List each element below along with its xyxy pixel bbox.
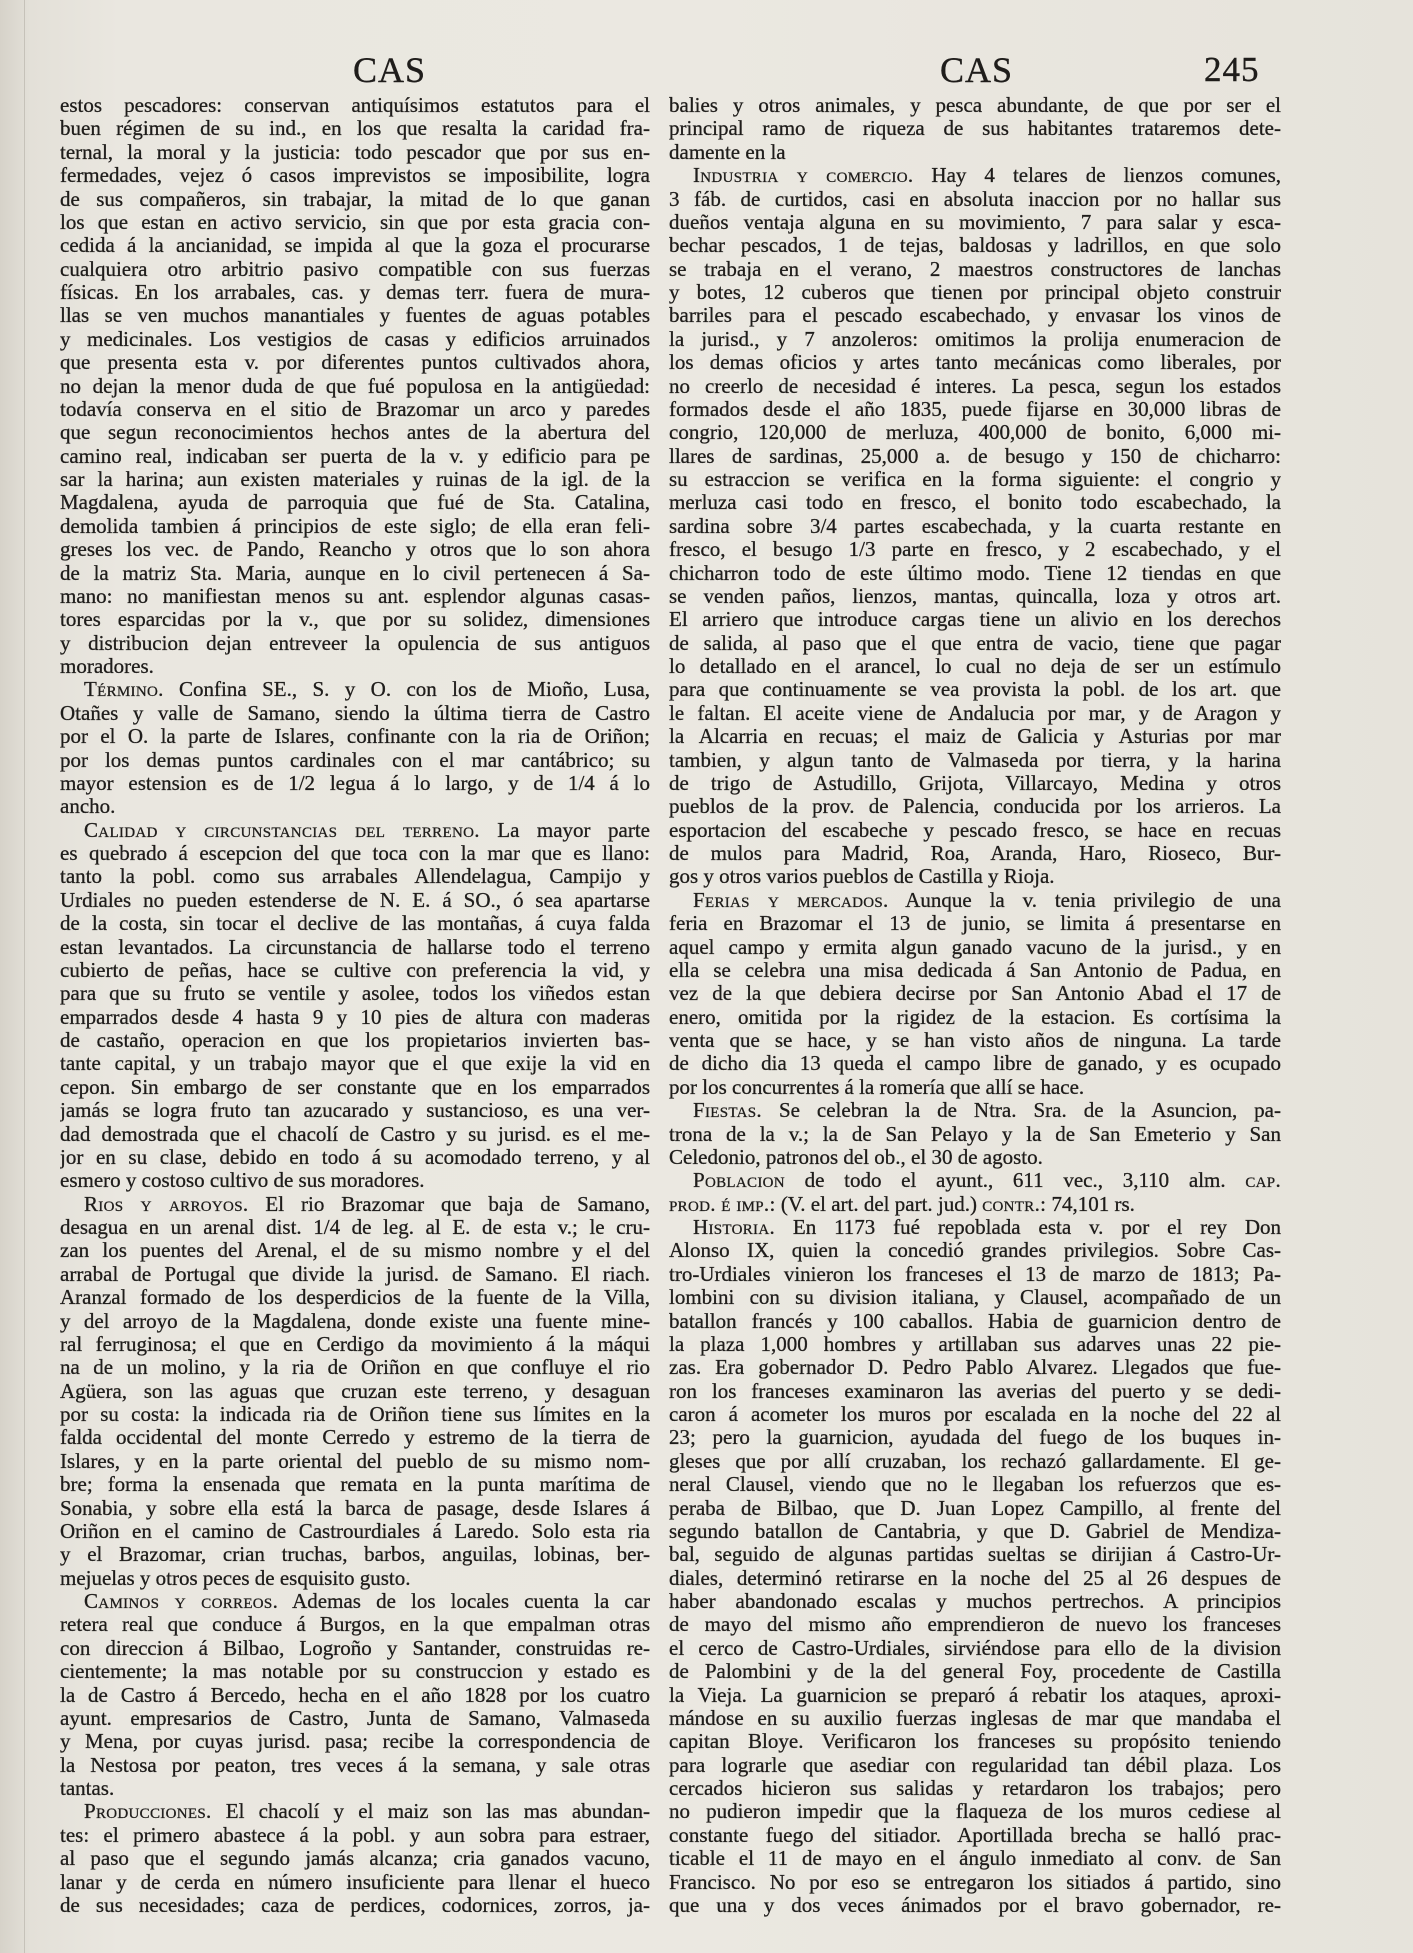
text-line: la plaza 1,000 hombres y artillaban sus adarves unas 22 pie- bbox=[669, 1332, 1281, 1356]
section-heading: Poblacion bbox=[693, 1169, 785, 1193]
text-line: retera real que conduce á Burgos, en la que empalman otras bbox=[60, 1613, 650, 1637]
paragraph bbox=[669, 1216, 1281, 1917]
paragraph bbox=[669, 94, 1281, 164]
text-line bbox=[669, 1169, 1281, 1192]
line-text: La mayor parte bbox=[479, 818, 650, 842]
text-line: tores esparcidas por la v., que por su solidez, dimensiones bbox=[60, 608, 650, 632]
text-line: arrabal de Portugal que divide la jurisd. de Samano. El riach. bbox=[60, 1262, 650, 1286]
text-line: feria en Brazomar el 13 de junio, se limita á presentarse en bbox=[669, 912, 1281, 936]
text-line: no creerlo de necesidad é interes. La pesca, segun los estados bbox=[669, 374, 1281, 398]
text-line: merluza casi todo en fresco, el bonito todo escabechado, la bbox=[669, 491, 1281, 515]
page-number: 245 bbox=[1204, 50, 1260, 89]
paragraph bbox=[669, 1099, 1281, 1169]
text-line: zan los puentes del Arenal, el de su mismo nombre y el del bbox=[60, 1239, 650, 1263]
text-line: de mayo del mismo año emprendieron de nuevo los franceses bbox=[669, 1613, 1281, 1637]
text-line: falda occidental del monte Cerredo y estremo de la tierra de bbox=[60, 1426, 650, 1450]
line-text: de todo el ayunt., 611 vec., 3,110 alm. bbox=[784, 1169, 1246, 1193]
text-line: y Mena, por cuyas jurisd. pasa; recibe la correspondencia de bbox=[60, 1730, 650, 1754]
text-line: peraba de Bilbao, que D. Juan Lopez Campillo, al frente del bbox=[669, 1496, 1281, 1520]
text-line: capitan Bloye. Verificaron los franceses su propósito teniendo bbox=[669, 1730, 1281, 1754]
text-line: la Alcarria en recuas; el maiz de Galicia y Asturias por mar bbox=[669, 725, 1281, 749]
text-line: chicharron todo de este último modo. Tiene 12 tiendas en que bbox=[669, 561, 1281, 585]
paragraph bbox=[60, 819, 650, 1193]
text-line: batallon francés y 100 caballos. Habia de guarnicion dentro de bbox=[669, 1309, 1281, 1333]
text-line: el cerco de Castro-Urdiales, sirviéndose para ello de la division bbox=[669, 1636, 1281, 1660]
text-line: El arriero que introduce cargas tiene un alivio en los derechos bbox=[669, 608, 1281, 632]
paragraph bbox=[669, 164, 1281, 889]
text-line: le faltan. El aceite viene de Andalucia por mar, y de Aragon y bbox=[669, 701, 1281, 725]
text-line: físicas. En los arrabales, cas. y demas terr. fuera de mura- bbox=[60, 281, 650, 304]
paragraph bbox=[669, 889, 1281, 1099]
text-line: los demas oficios y artes tanto mecánicas como liberales, por bbox=[669, 351, 1281, 375]
text-line bbox=[60, 819, 650, 842]
text-line: de mulos para Madrid, Roa, Aranda, Haro, Rioseco, Bur- bbox=[669, 842, 1281, 865]
text-line: demolida tambien á principios de este siglo; de ella eran feli- bbox=[60, 514, 650, 538]
text-line bbox=[669, 889, 1281, 912]
text-line: barriles para el pescado escabechado, y envasar los vinos de bbox=[669, 304, 1281, 328]
text-line: su estraccion se verifica en la forma siguiente: el congrio y bbox=[669, 468, 1281, 491]
text-line: Agüera, son las aguas que cruzan este terreno, y desaguan bbox=[60, 1379, 650, 1403]
section-heading: cap. bbox=[1245, 1169, 1281, 1193]
paragraph bbox=[669, 1169, 1281, 1216]
text-line: principal ramo de riqueza de sus habitantes trataremos dete- bbox=[669, 117, 1281, 141]
text-line: no pudieron impedir que la flaqueza de los muros cediese al bbox=[669, 1800, 1281, 1824]
paragraph bbox=[60, 1590, 650, 1800]
text-line: cientemente; la mas notable por su construccion y estado es bbox=[60, 1660, 650, 1684]
text-line bbox=[60, 678, 650, 701]
line-text: (V. el art. del part. jud.) bbox=[775, 1192, 983, 1216]
section-heading: Historia. bbox=[693, 1216, 776, 1239]
text-line: con direccion á Bilbao, Logroño y Santander, construidas re- bbox=[60, 1636, 650, 1660]
text-line: por los concurrentes á la romería que allí se hace. bbox=[669, 1075, 1085, 1099]
right-column bbox=[669, 94, 1281, 1917]
text-line: fermedades, vejez ó casos imprevistos se imposibilite, logra bbox=[60, 164, 650, 188]
text-line: de castaño, operacion en que los propietarios invierten bas- bbox=[60, 1029, 650, 1052]
text-line: para lograrle que asediar con regularidad tan débil plaza. Los bbox=[669, 1753, 1281, 1777]
text-line: dueños ventaja alguna en su movimiento, 7 para salar y esca- bbox=[669, 210, 1281, 234]
text-line: enero, omitida por la rigidez de la estacion. Es cortísima la bbox=[669, 1005, 1281, 1029]
text-line: emparrados desde 4 hasta 9 y 10 pies de altura con maderas bbox=[60, 1005, 650, 1029]
text-line: estan levantados. La circunstancia de hallarse todo el terreno bbox=[60, 935, 650, 959]
text-line: Aranzal formado de los desperdicios de la fuente de la Villa, bbox=[60, 1286, 650, 1310]
text-line: de dicho dia 13 queda el campo libre de ganado, y es ocupado bbox=[669, 1052, 1281, 1076]
text-line: tante capital, y un trabajo mayor que el que exije la vid en bbox=[60, 1052, 650, 1076]
text-line: de la costa, sin tocar el declive de las montañas, á cuya falda bbox=[60, 912, 650, 936]
line-text: Aunque la v. tenia privilegio de una bbox=[888, 888, 1281, 912]
line-text: En 1173 fué repoblada esta v. por el rey Don bbox=[775, 1216, 1281, 1239]
text-line: ternal, la moral y la justicia: todo pescador que por sus en- bbox=[60, 140, 650, 164]
text-line: lanar y de cerda en número insuficiente para llenar el hueco bbox=[60, 1870, 650, 1894]
text-line: constante fuego del sitiador. Aportillada brecha se halló prac- bbox=[669, 1823, 1281, 1847]
text-line: cualquiera otro arbitrio pasivo compatible con sus fuerzas bbox=[60, 257, 650, 281]
section-heading: Término. bbox=[84, 678, 164, 702]
line-text: El chacolí y el maiz son las mas abundan- bbox=[211, 1800, 650, 1824]
text-line: cercados hicieron sus salidas y retardaron los trabajos; pero bbox=[669, 1777, 1281, 1800]
text-line: greses los vec. de Pando, Reancho y otros que lo son ahora bbox=[60, 538, 650, 562]
line-text: El rio Brazomar que baja de Samano, bbox=[248, 1192, 650, 1216]
text-line: camino real, indicaban ser puerta de la v. y edificio para pe bbox=[60, 444, 650, 468]
text-line: bechar pescados, 1 de tejas, baldosas y ladrillos, en que solo bbox=[669, 234, 1281, 258]
line-text: Hay 4 telares de lienzos comunes, bbox=[913, 164, 1281, 188]
text-line: ella se celebra una misa dedicada á San Antonio de Padua, en bbox=[669, 958, 1281, 982]
text-line: llares de sardinas, 25,000 a. de besugo y 150 de chicharro: bbox=[669, 444, 1281, 468]
text-line: mándose en su auxilio fuerzas inglesas de mar que mandaba el bbox=[669, 1706, 1281, 1730]
text-line: y del arroyo de la Magdalena, donde existe una fuente mine- bbox=[60, 1309, 650, 1333]
text-line: cepon. Sin embargo de ser constante que en los emparrados bbox=[60, 1075, 650, 1099]
running-head-right: CAS bbox=[940, 50, 1014, 90]
text-line bbox=[669, 1099, 1281, 1122]
text-line: Francisco. No por eso se entregaron los sitiados á partido, sino bbox=[669, 1870, 1281, 1894]
paragraph bbox=[60, 1800, 650, 1917]
text-line: esportacion del escabeche y pescado fresco, se hace en recuas bbox=[669, 818, 1281, 842]
text-line: Oriñon en el camino de Castrourdiales á Laredo. Solo esta ria bbox=[60, 1519, 650, 1543]
text-line: haber abandonado escalas y muchos pertrechos. A principios bbox=[669, 1590, 1281, 1613]
text-line: la jurisd., y 7 anzoleros: omitimos la prolija enumeracion de bbox=[669, 327, 1281, 351]
line-text: 74,101 rs. bbox=[1046, 1192, 1135, 1216]
paragraph bbox=[60, 94, 650, 678]
text-line bbox=[60, 1590, 650, 1613]
section-heading: contr.: bbox=[982, 1192, 1047, 1216]
paragraph bbox=[60, 1193, 650, 1590]
text-line: no dejan la menor duda de que fué populosa en la antigüedad: bbox=[60, 374, 650, 398]
text-line: balies y otros animales, y pesca abundante, de que por ser el bbox=[669, 94, 1281, 117]
text-line: neral Clausel, viendo que no le llegaban los refuerzos que es- bbox=[669, 1473, 1281, 1497]
section-heading: Rios y arroyos. bbox=[84, 1192, 249, 1216]
text-line: Magdalena, ayuda de parroquia que fué de Sta. Catalina, bbox=[60, 491, 650, 515]
text-line: venta que se hace, y se han visto años de ninguna. La tarde bbox=[669, 1029, 1281, 1052]
text-line: y distribucion dejan entreveer la opulencia de sus antiguos bbox=[60, 631, 650, 655]
text-line: formados desde el año 1835, puede fijarse en 30,000 libras de bbox=[669, 397, 1281, 421]
text-line: Islares, y en la parte oriental del pueblo de su mismo nom- bbox=[60, 1449, 650, 1473]
text-line: de trigo de Astudillo, Grijota, Villarcayo, Medina y otros bbox=[669, 771, 1281, 795]
text-line bbox=[60, 1800, 650, 1823]
text-line: fresco, el besugo 1/3 parte en fresco, y 2 escabechado, y el bbox=[669, 538, 1281, 562]
text-line: segundo batallon de Cantabria, y que D. Gabriel de Mendiza- bbox=[669, 1519, 1281, 1543]
paragraph bbox=[60, 678, 650, 818]
text-line: 23; pero la guarnicion, ayudada del fuego de los buques in- bbox=[669, 1426, 1281, 1450]
text-line: aquel campo y ermita algun ganado vacuno de la jurisd., y en bbox=[669, 935, 1281, 959]
text-line: y medicinales. Los vestigios de casas y edificios arruinados bbox=[60, 327, 650, 351]
text-line: mejuelas y otros peces de esquisito gusto. bbox=[60, 1566, 411, 1590]
section-heading: Ferias y mercados. bbox=[693, 888, 889, 912]
text-line: estos pescadores: conservan antiquísimos estatutos para el bbox=[60, 94, 650, 117]
text-line: desagua en un arenal dist. 1/4 de leg. al E. de esta v.; le cru- bbox=[60, 1216, 650, 1239]
text-line: tes: el primero abastece á la pobl. y aun sobra para estraer, bbox=[60, 1823, 650, 1847]
text-line: sar la harina; aun existen materiales y ruinas de la igl. de la bbox=[60, 468, 650, 491]
text-line: por su costa: la indicada ria de Oriñon tiene sus límites en la bbox=[60, 1403, 650, 1426]
text-line: pueblos de la prov. de Palencia, conducida por los arrieros. La bbox=[669, 795, 1281, 819]
text-line: ticable el 11 de mayo en el ángulo inmediato al conv. de San bbox=[669, 1847, 1281, 1871]
text-line: ron los franceses examinaron las averias del puerto y se dedi- bbox=[669, 1379, 1281, 1403]
section-heading: Caminos y correos. bbox=[84, 1590, 279, 1613]
running-head-left: CAS bbox=[353, 50, 427, 90]
text-line: 3 fáb. de curtidos, casi en absoluta inaccion por no hallar sus bbox=[669, 187, 1281, 211]
text-line: de Palombini y de la del general Foy, procedente de Castilla bbox=[669, 1660, 1281, 1684]
text-line: para que su fruto se ventile y asolee, todos los viñedos estan bbox=[60, 982, 650, 1006]
text-line: tro-Urdiales vinieron los franceses el 13 de marzo de 1813; Pa- bbox=[669, 1262, 1281, 1286]
text-line: tambien, y algun tanto de Valmaseda por tierra, y la harina bbox=[669, 748, 1281, 772]
section-heading: prod. é imp.: bbox=[669, 1192, 776, 1216]
text-line: de sus necesidades; caza de perdices, codornices, zorros, ja- bbox=[60, 1893, 650, 1917]
text-line bbox=[669, 1193, 1281, 1216]
text-line bbox=[669, 1216, 1281, 1239]
text-line: cubierto de peñas, hace se cultive con preferencia la vid, y bbox=[60, 958, 650, 982]
text-line: se venden paños, lienzos, mantas, quincalla, loza y otros art. bbox=[669, 584, 1281, 608]
text-line: que una y dos veces ánimados por el bravo gobernador, re- bbox=[669, 1893, 1281, 1917]
text-line bbox=[60, 1193, 650, 1216]
text-line: diales, determinó retirarse en la noche del 25 al 26 despues de bbox=[669, 1566, 1281, 1590]
text-line: buen régimen de su ind., en los que resalta la caridad fra- bbox=[60, 117, 650, 141]
text-line: gos y otros varios pueblos de Castilla y Rioja. bbox=[669, 865, 1055, 889]
text-line: esmero y costoso cultivo de sus moradores. bbox=[60, 1169, 425, 1193]
text-line: congrio, 120,000 de merluza, 400,000 de bonito, 6,000 mi- bbox=[669, 421, 1281, 445]
text-line: para que continuamente se vea provista la pobl. de los art. que bbox=[669, 678, 1281, 702]
text-line: por el O. la parte de Islares, confinante con la ria de Oriñon; bbox=[60, 725, 650, 749]
text-line: tantas. bbox=[60, 1777, 115, 1800]
text-line: bal, seguido de algunas partidas sueltas se dirijian á Castro-Ur- bbox=[669, 1543, 1281, 1567]
text-line: trona de la v.; la de San Pelayo y la de San Emeterio y San bbox=[669, 1122, 1281, 1146]
text-line: dad demostrada que el chacolí de Castro y su jurisd. es el me- bbox=[60, 1122, 650, 1146]
section-heading: Industria y comercio. bbox=[693, 164, 914, 188]
text-line: por los demas puntos cardinales con el mar cantábrico; su bbox=[60, 748, 650, 772]
text-line: y botes, 12 cuberos que tienen por principal objeto construir bbox=[669, 281, 1281, 304]
text-line: na de un molino, y la ria de Oriñon en que confluye el rio bbox=[60, 1356, 650, 1380]
text-line: ral ferruginosa; el que en Cerdigo da movimiento á la máqui bbox=[60, 1332, 650, 1356]
text-line: bre; forma la ensenada que remata en la punta marítima de bbox=[60, 1473, 650, 1497]
text-line: Otañes y valle de Samano, siendo la última tierra de Castro bbox=[60, 701, 650, 725]
text-line: jor en su clase, debido en todo á su acomodado terreno, y al bbox=[60, 1145, 650, 1169]
text-line: Urdiales no pueden estenderse de N. E. á SO., ó sea apartarse bbox=[60, 888, 650, 912]
text-line: es quebrado á escepcion del que toca con la mar que es llano: bbox=[60, 842, 650, 865]
text-line: damente en la bbox=[669, 140, 786, 164]
text-line: Celedonio, patronos del ob., el 30 de agosto. bbox=[669, 1145, 1043, 1169]
section-heading: Calidad y circunstancias del terreno. bbox=[84, 818, 480, 842]
text-line: caron á acometer los muros por escalada en la noche del 22 al bbox=[669, 1403, 1281, 1426]
left-column bbox=[60, 94, 650, 1917]
line-text: Confina SE., S. y O. con los de Mioño, Lusa, bbox=[163, 678, 650, 702]
text-line: que presenta esta v. por diferentes puntos cultivados ahora, bbox=[60, 351, 650, 375]
text-line: de la matriz Sta. Maria, aunque en lo civil pertenecen á Sa- bbox=[60, 561, 650, 585]
text-line: de salida, al paso que el que entra de vacio, tiene que pagar bbox=[669, 631, 1281, 655]
section-heading: Fiestas. bbox=[693, 1099, 762, 1123]
text-line: mano: no manifiestan menos su ant. esplendor algunas casas- bbox=[60, 584, 650, 608]
text-line: mayor estension es de 1/2 legua á lo largo, y de 1/4 á lo bbox=[60, 771, 650, 795]
text-line: lo detallado en el arancel, lo cual no deja de ser un estímulo bbox=[669, 655, 1281, 678]
text-line bbox=[669, 164, 1281, 187]
text-line: se trabaja en el verano, 2 maestros constructores de lanchas bbox=[669, 257, 1281, 281]
text-line: sardina sobre 3/4 partes escabechada, y la cuarta restante en bbox=[669, 514, 1281, 538]
text-line: gleses que por allí cruzaban, los rechazó gallardamente. El ge- bbox=[669, 1449, 1281, 1473]
scan-edge-line bbox=[24, 0, 25, 1953]
text-line: cedida á la ancianidad, se impida al que la goza el procurarse bbox=[60, 234, 650, 258]
text-line: ayunt. empresarios de Castro, Junta de Samano, Valmaseda bbox=[60, 1706, 650, 1730]
text-line: ancho. bbox=[60, 795, 116, 819]
text-line: Alonso IX, quien la concedió grandes privilegios. Sobre Cas- bbox=[669, 1239, 1281, 1263]
text-line: moradores. bbox=[60, 655, 154, 678]
text-line: la Vieja. La guarnicion se preparó á rebatir los ataques, aproxi- bbox=[669, 1683, 1281, 1707]
text-line: de sus compañeros, sin trabajar, la mitad de lo que ganan bbox=[60, 187, 650, 211]
text-line: llas se ven muchos manantiales y fuentes de aguas potables bbox=[60, 304, 650, 328]
text-line: los que estan en activo servicio, sin que por esta gracia con- bbox=[60, 210, 650, 234]
text-line: que segun reconocimientos hechos antes de la abertura del bbox=[60, 421, 650, 445]
text-line: tanto la pobl. como sus arrabales Allendelagua, Campijo y bbox=[60, 865, 650, 889]
text-line: al paso que el segundo jamás alcanza; cria ganados vacuno, bbox=[60, 1847, 650, 1871]
text-line: Sonabia, y sobre ella está la barca de pasage, desde Islares á bbox=[60, 1496, 650, 1520]
text-line: lombini con su division italiana, y Clausel, acompañado de un bbox=[669, 1286, 1281, 1310]
text-line: zas. Era gobernador D. Pedro Pablo Alvarez. Llegados que fue- bbox=[669, 1356, 1281, 1380]
line-text: Se celebran la de Ntra. Sra. de la Asuncion, pa- bbox=[761, 1099, 1281, 1123]
text-line: jamás se logra fruto tan azucarado y sustancioso, es una ver- bbox=[60, 1099, 650, 1123]
line-text: Ademas de los locales cuenta la car bbox=[278, 1590, 650, 1613]
section-heading: Producciones. bbox=[84, 1800, 212, 1824]
text-line: vez de la que debiera decirse por San Antonio Abad el 17 de bbox=[669, 982, 1281, 1006]
text-line: la Nestosa por peaton, tres veces á la semana, y sale otras bbox=[60, 1753, 650, 1777]
text-line: todavía conserva en el sitio de Brazomar un arco y paredes bbox=[60, 397, 650, 421]
text-line: y el Brazomar, crian truchas, barbos, anguilas, lobinas, ber- bbox=[60, 1543, 650, 1567]
text-line: la de Castro á Bercedo, hecha en el año 1828 por los cuatro bbox=[60, 1683, 650, 1707]
